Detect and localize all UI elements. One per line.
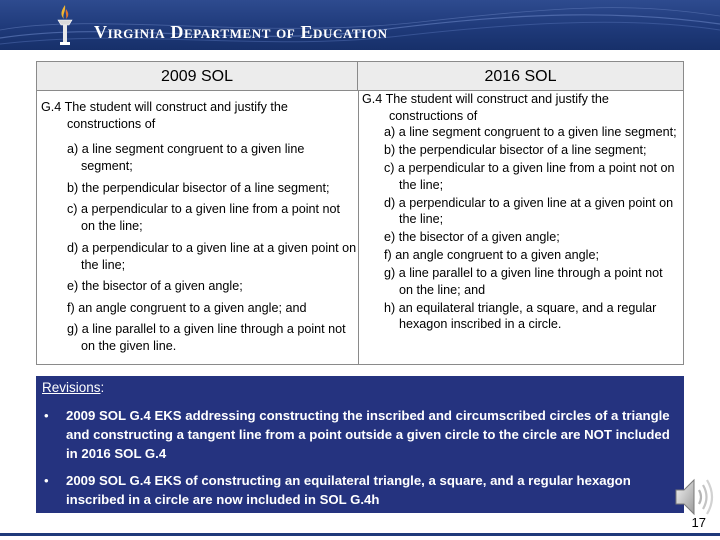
- sol-2016-item-h: h) an equilateral triangle, a square, and a regular hexagon inscribed in a circle.: [384, 300, 657, 332]
- header-title: Virginia Department of Education: [94, 22, 388, 42]
- sol-2016-item-g: g) a line parallel to a given line through a point not on the line; and: [384, 266, 663, 297]
- sol-2016-item-d: d) a perpendicular to a given line at a given point on the line;: [384, 195, 674, 227]
- sol-comparison-table: [36, 61, 684, 365]
- sol-2009-item-a: a) a line segment congruent to a given line segment;: [67, 142, 305, 173]
- sol-2016-item-f: f) an angle congruent to a given angle;: [384, 248, 599, 263]
- speaker-icon[interactable]: [672, 474, 716, 520]
- revision-item-1: [42, 406, 678, 463]
- torch-icon: [52, 3, 78, 47]
- sol-2016-item-c: c) a perpendicular to a given line from a point not on the line;: [384, 161, 675, 192]
- sol-2016-item-e: e) the bisector of a given angle;: [384, 230, 560, 245]
- bullet-icon: •: [44, 473, 49, 488]
- sol-2009-intro-cont: constructions of: [67, 117, 156, 131]
- column-2016-content: [362, 91, 680, 333]
- header-banner: [0, 0, 720, 50]
- revision-item-2: [42, 471, 678, 509]
- page-number: 17: [691, 515, 706, 530]
- revisions-title-text: Revisions: [42, 380, 101, 395]
- column-heading-2016: 2016 SOL: [358, 62, 683, 91]
- sol-2009-item-c: c) a perpendicular to a given line from a point not on the line;: [67, 202, 341, 233]
- revision-text-1: 2009 SOL G.4 EKS addressing constructing the inscribed and circumscribed circles of a triangle and constructing a tangent line from a point outside a given circle to the circle are NOT included in 2016 SOL G.4: [66, 408, 670, 461]
- sol-2009-item-g: g) a line parallel to a given line through a point not on the given line.: [67, 322, 346, 353]
- revisions-title: [42, 380, 104, 395]
- sol-2009-item-f: f) an angle congruent to a given angle; and: [67, 300, 307, 315]
- footer-rule: [0, 533, 720, 536]
- sol-2016-intro: G.4 The student will construct and justify the: [362, 92, 609, 106]
- column-heading-2009: 2009 SOL: [37, 62, 358, 91]
- bullet-icon: •: [44, 408, 49, 423]
- sol-2009-item-b: b) the perpendicular bisector of a line segment;: [67, 180, 330, 195]
- revisions-box: [36, 376, 684, 513]
- sol-2009-intro: G.4 The student will construct and justify the: [41, 100, 288, 114]
- sol-2016-item-b: b) the perpendicular bisector of a line segment;: [384, 143, 647, 158]
- column-2009-content: [41, 93, 357, 355]
- revision-text-2: 2009 SOL G.4 EKS of constructing an equilateral triangle, a square, and a regular hexagon inscribed in a circle are now included in SOL G.4h: [66, 473, 631, 507]
- column-divider: [358, 91, 359, 364]
- sol-2009-item-d: d) a perpendicular to a given line at a given point on the line;: [67, 240, 357, 272]
- sol-2016-intro-cont: constructions of: [389, 108, 478, 123]
- revisions-title-colon: :: [100, 380, 105, 395]
- sol-2009-item-e: e) the bisector of a given angle;: [67, 279, 243, 293]
- sol-2016-item-a: a) a line segment congruent to a given line segment;: [384, 125, 677, 140]
